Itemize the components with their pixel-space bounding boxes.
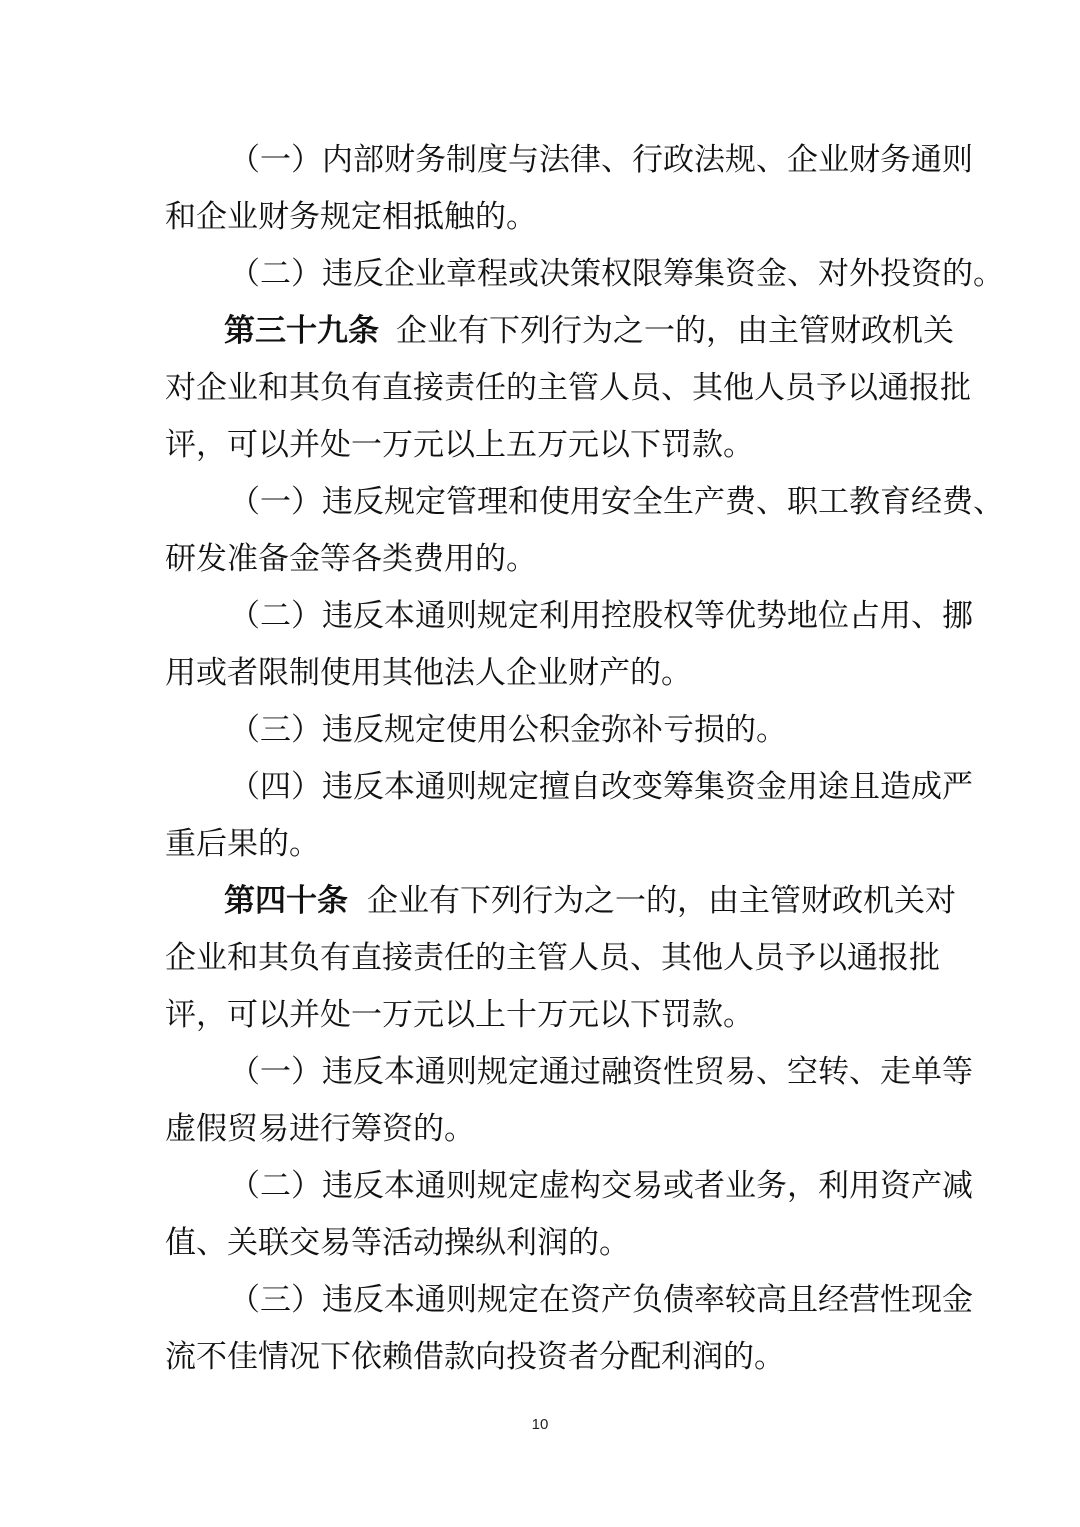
paragraph-line: 对企业和其负有直接责任的主管人员、其他人员予以通报批 xyxy=(165,370,971,406)
article-39-heading: 第三十九条 xyxy=(224,313,379,349)
paragraph-line: 用或者限制使用其他法人企业财产的。 xyxy=(165,655,692,691)
article-40-heading: 第四十条 xyxy=(224,883,348,919)
paragraph-line: （二）违反本通则规定利用控股权等优势地位占用、挪 xyxy=(229,598,973,634)
paragraph-line: （二）违反本通则规定虚构交易或者业务，利用资产减 xyxy=(229,1168,973,1204)
paragraph-line: （三）违反规定使用公积金弥补亏损的。 xyxy=(229,712,787,748)
page-number: 10 xyxy=(531,1416,549,1433)
paragraph-line: （一）违反本通则规定通过融资性贸易、空转、走单等 xyxy=(229,1054,973,1090)
paragraph-line: 研发准备金等各类费用的。 xyxy=(165,541,537,577)
paragraph-line: 重后果的。 xyxy=(165,826,320,862)
paragraph-line: 值、关联交易等活动操纵利润的。 xyxy=(165,1225,630,1261)
article-39-first-line: 第三十九条 企业有下列行为之一的，由主管财政机关 xyxy=(0,309,1080,353)
paragraph-line: 虚假贸易进行筹资的。 xyxy=(165,1111,475,1147)
paragraph-line: 和企业财务规定相抵触的。 xyxy=(165,199,537,235)
paragraph-line: （三）违反本通则规定在资产负债率较高且经营性现金 xyxy=(229,1282,973,1318)
paragraph-line: （一）违反规定管理和使用安全生产费、职工教育经费、 xyxy=(229,484,1004,520)
paragraph-line: 评，可以并处一万元以上五万元以下罚款。 xyxy=(165,427,754,463)
article-40-first-line: 第四十条 企业有下列行为之一的，由主管财政机关对 xyxy=(0,879,1080,923)
paragraph-line: 企业和其负有直接责任的主管人员、其他人员予以通报批 xyxy=(165,940,940,976)
paragraph-line: （一）内部财务制度与法律、行政法规、企业财务通则 xyxy=(229,142,973,178)
paragraph-line: （四）违反本通则规定擅自改变筹集资金用途且造成严 xyxy=(229,769,973,805)
paragraph-line: 流不佳情况下依赖借款向投资者分配利润的。 xyxy=(165,1339,785,1375)
paragraph-line: （二）违反企业章程或决策权限筹集资金、对外投资的。 xyxy=(229,256,1004,292)
paragraph-line: 评，可以并处一万元以上十万元以下罚款。 xyxy=(165,997,754,1033)
